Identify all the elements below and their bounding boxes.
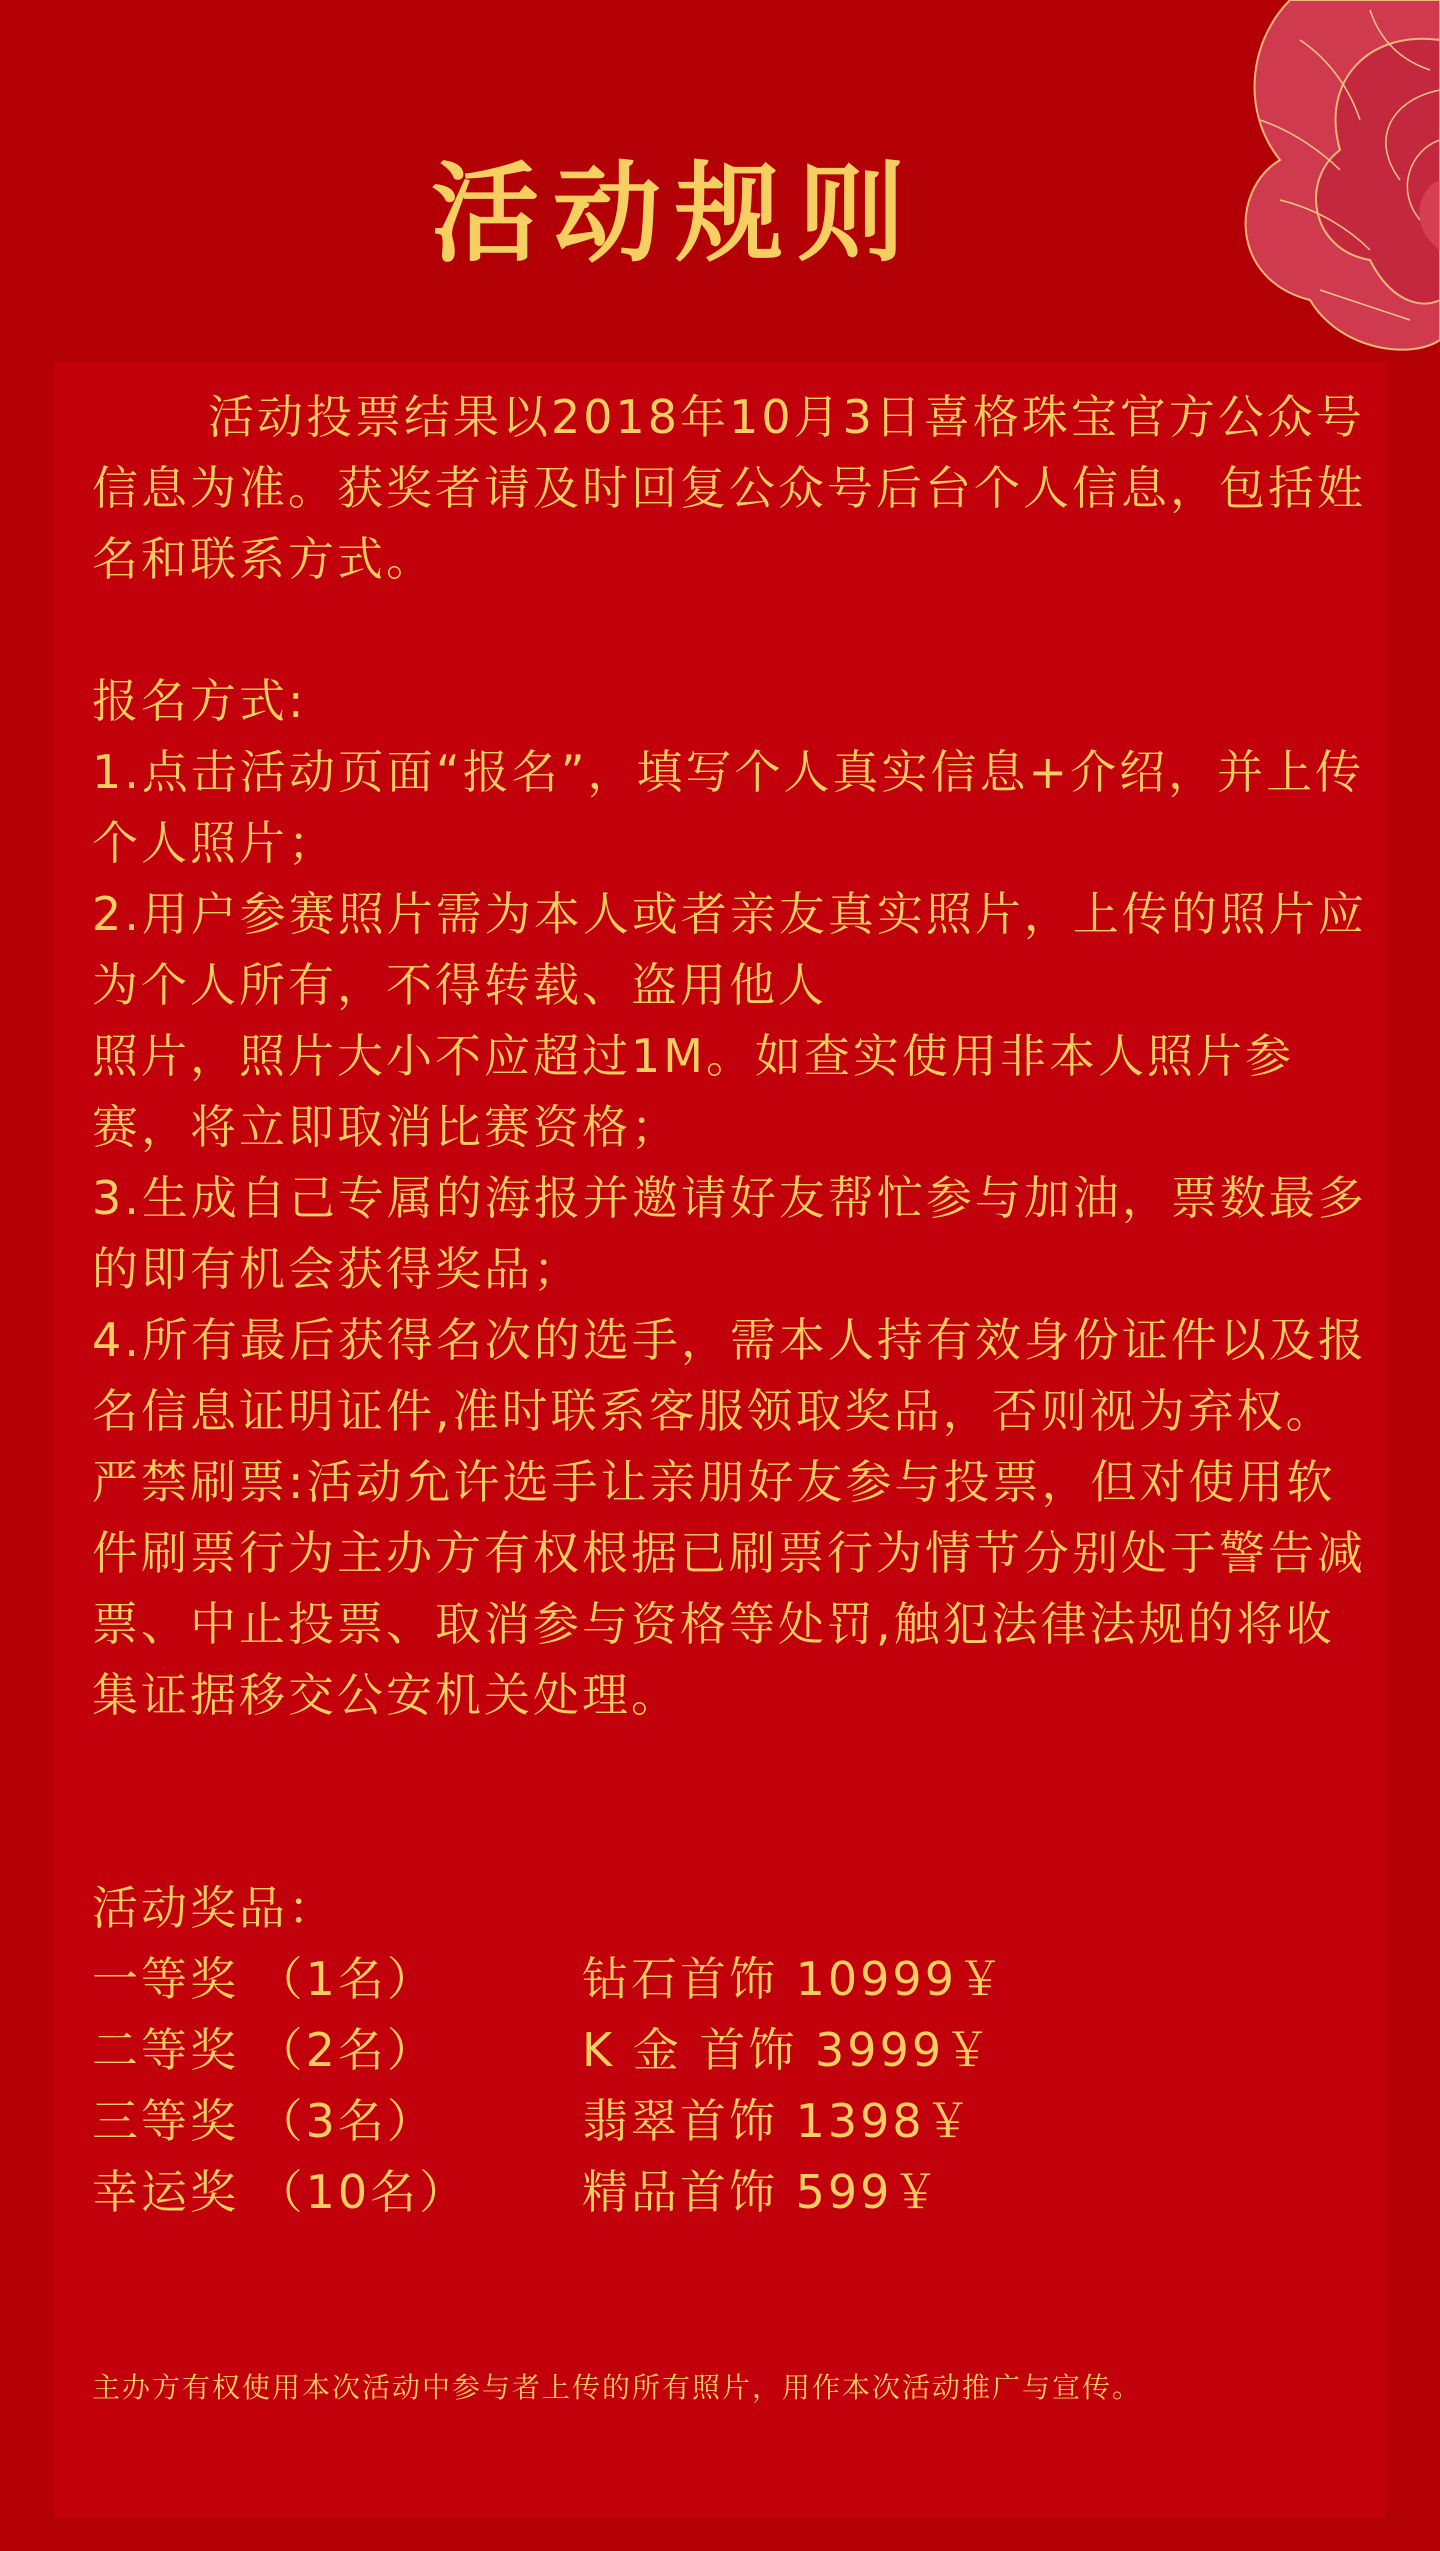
- prize-row: [92, 2086, 1382, 2157]
- prize-row: [92, 2015, 1382, 2086]
- rules-content: [92, 382, 1382, 2228]
- prize-row: [92, 2157, 1382, 2228]
- prize-name: 三等奖 （3名）: [92, 2094, 436, 2148]
- prize-desc: K 金 首饰 3999￥: [582, 2023, 994, 2077]
- prize-name: 二等奖 （2名）: [92, 2023, 436, 2077]
- footnote: 主办方有权使用本次活动中参与者上传的所有照片，用作本次活动推广与宣传。: [92, 2371, 1143, 2404]
- prize-desc: 钻石首饰 10999￥: [582, 1952, 1006, 2006]
- signup-item: 3.生成自己专属的海报并邀请好友帮忙参与加油，票数最多的即有机会获得奖品；: [92, 1171, 1367, 1296]
- signup-item: 1.点击活动页面“报名”，填写个人真实信息+介绍，并上传个人照片；: [92, 745, 1365, 870]
- intro-paragraph: 活动投票结果以2018年10月3日喜格珠宝官方公众号信息为准。获奖者请及时回复公众号后台个人信息，包括姓名和联系方式。: [92, 390, 1366, 586]
- prize-desc: 翡翠首饰 1398￥: [582, 2094, 974, 2148]
- signup-heading: 报名方式:: [92, 674, 307, 728]
- prizes-heading: 活动奖品：: [92, 1881, 337, 1935]
- prize-row: [92, 1944, 1382, 2015]
- prize-desc: 精品首饰 599￥: [582, 2165, 942, 2219]
- prize-name: 幸运奖 （10名）: [92, 2165, 469, 2219]
- page-title: 活动规则: [430, 152, 919, 277]
- signup-item: 照片，照片大小不应超过1M。如查实使用非本人照片参赛，将立即取消比赛资格；: [92, 1029, 1294, 1154]
- signup-item: 4.所有最后获得名次的选手，需本人持有效身份证件以及报名信息证明证件,准时联系客服领取奖品，否则视为弃权。: [92, 1313, 1367, 1438]
- signup-item: 2.用户参赛照片需为本人或者亲友真实照片，上传的照片应为个人所有，不得转载、盗用他人: [92, 887, 1367, 1012]
- no-vote-cheating-paragraph: 严禁刷票:活动允许选手让亲朋好友参与投票，但对使用软件刷票行为主办方有权根据已刷票行为情节分别处于警告减票、中止投票、取消参与资格等处罚,触犯法律法规的将收集证据移交公安机关处理。: [92, 1455, 1366, 1722]
- prize-name: 一等奖 （1名）: [92, 1952, 436, 2006]
